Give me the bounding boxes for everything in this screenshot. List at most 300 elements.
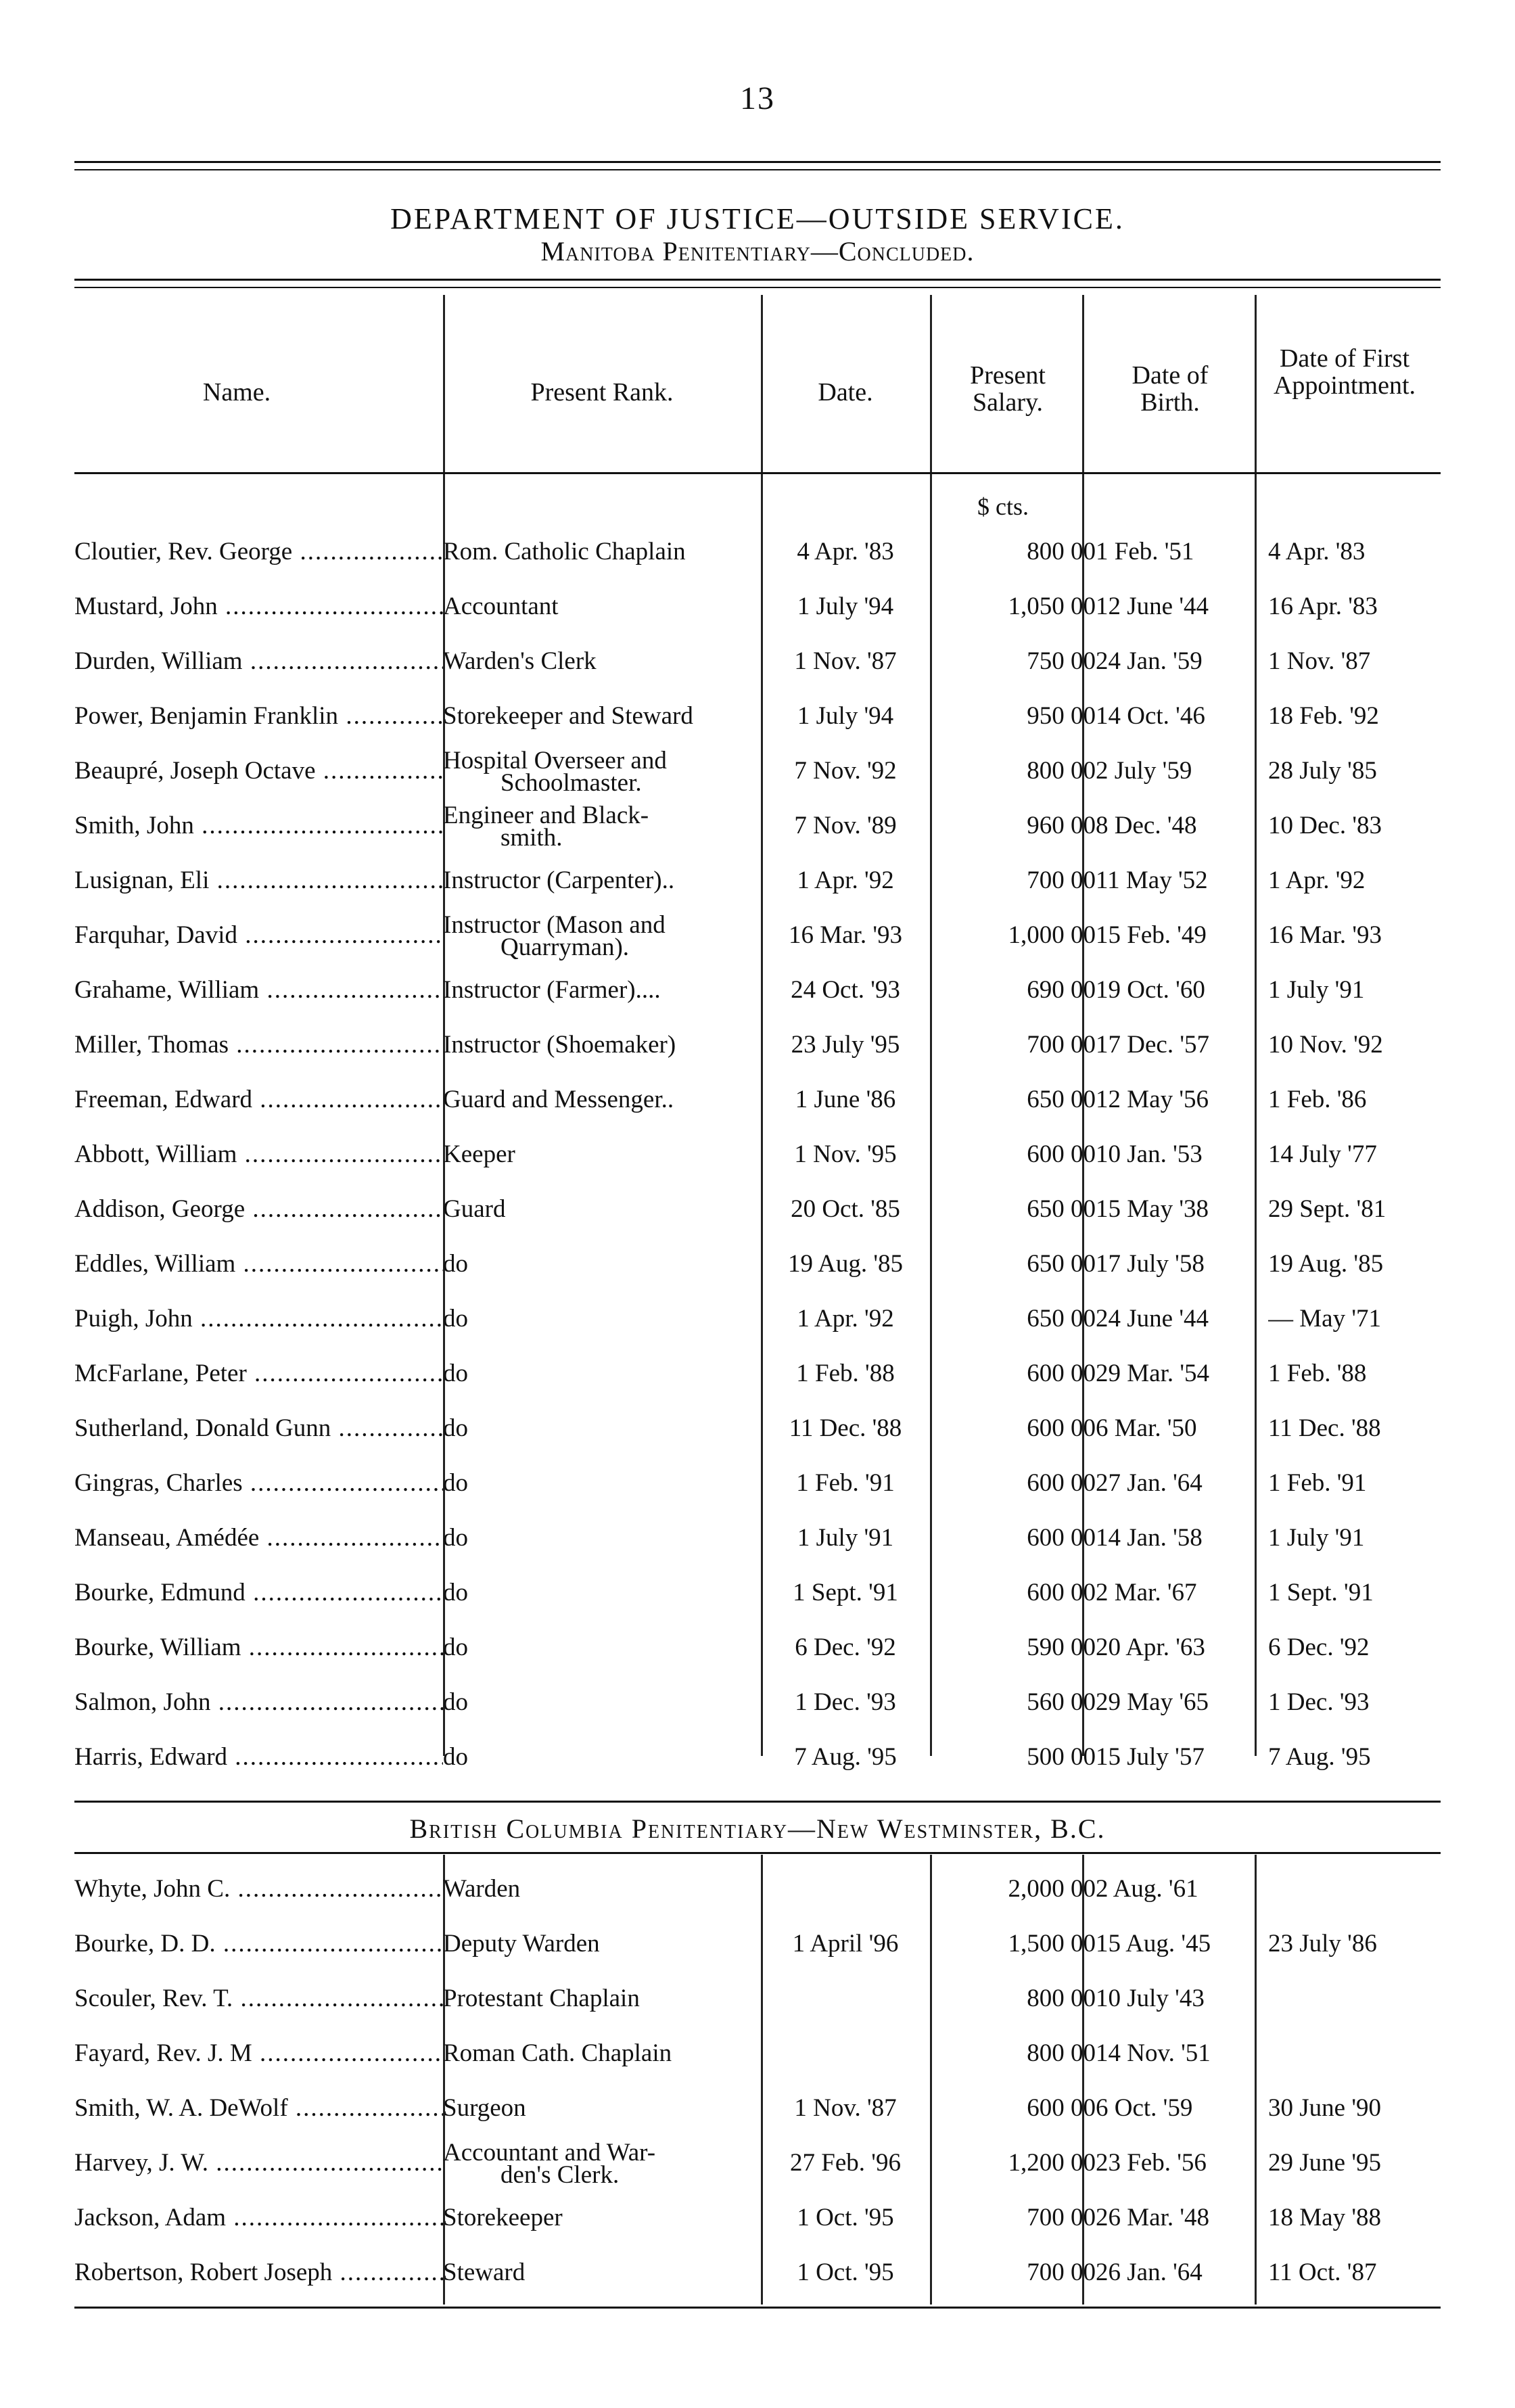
cell-name: [74, 1510, 443, 1565]
cell-name-text: Cloutier, Rev. George .....: [74, 538, 443, 565]
table-row: [74, 1971, 1441, 2026]
cell-name: [74, 1236, 443, 1291]
cell-name-text: Farquhar, David .....: [74, 921, 443, 949]
cell-date: [761, 853, 930, 908]
cell-rank: [443, 1730, 761, 1784]
cell-birth: [1096, 2190, 1268, 2245]
cell-first-appointment-text: 23 July '86: [1268, 1930, 1377, 1958]
cell-name: [74, 1456, 443, 1510]
cell-salary-text: 800 00: [1027, 1985, 1096, 2012]
rank-text: Hospital Overseer and: [443, 746, 667, 774]
table-row: [74, 1675, 1441, 1730]
cell-birth-text: 29 Mar. '54: [1096, 1360, 1210, 1387]
cell-name: [74, 579, 443, 634]
cell-name: [74, 1182, 443, 1236]
cell-first-appointment-text: 11 Dec. '88: [1268, 1414, 1381, 1442]
cell-date-text: 1 April '96: [792, 1930, 899, 1958]
cell-first-appointment-text: 29 Sept. '81: [1268, 1195, 1386, 1223]
cell-name: [74, 798, 443, 853]
table-row: [74, 1072, 1441, 1127]
cell-name: [74, 1072, 443, 1127]
page-title: DEPARTMENT OF JUSTICE—OUTSIDE SERVICE.: [390, 202, 1125, 235]
cell-date: [761, 1236, 930, 1291]
cell-rank: [443, 853, 761, 908]
cell-name: [74, 1346, 443, 1401]
cell-date: [761, 1675, 930, 1730]
cell-first-appointment-text: 11 Oct. '87: [1268, 2259, 1377, 2286]
table-row: [74, 1127, 1441, 1182]
cell-rank: [443, 963, 761, 1017]
cell-birth: [1096, 1401, 1268, 1456]
cell-salary: [930, 853, 1096, 908]
cell-rank: [443, 634, 761, 689]
cell-first-appointment-text: 1 Feb. '88: [1268, 1360, 1367, 1387]
manitoba-table: [74, 524, 1441, 1784]
cell-salary: [930, 2026, 1096, 2081]
cell-birth-text: 15 July '57: [1096, 1743, 1205, 1771]
cell-date-text: 1 Feb. '88: [796, 1360, 895, 1387]
cell-date: [761, 1510, 930, 1565]
cell-date: [761, 1861, 930, 1916]
cell-rank: [443, 1072, 761, 1127]
cell-birth: [1096, 579, 1268, 634]
table-row: [74, 689, 1441, 743]
cell-first-appointment-text: 1 Dec. '93: [1268, 1688, 1370, 1716]
cell-salary: [930, 2081, 1096, 2135]
cell-first-appointment: [1268, 1730, 1441, 1784]
table-row: [74, 1861, 1441, 1916]
cell-birth-text: 26 Jan. '64: [1096, 2259, 1203, 2286]
cell-birth: [1096, 524, 1268, 579]
cell-date: [761, 743, 930, 798]
cell-salary: [930, 2135, 1096, 2190]
cell-first-appointment: [1268, 963, 1441, 1017]
cell-first-appointment-text: 18 May '88: [1268, 2204, 1381, 2231]
cell-date: [761, 2135, 930, 2190]
cell-rank: [443, 743, 761, 798]
cell-name-text: Scouler, Rev. T. .....: [74, 1985, 443, 2012]
cell-birth-text: 12 June '44: [1096, 593, 1209, 620]
table-row: [74, 2026, 1441, 2081]
cell-birth: [1096, 1182, 1268, 1236]
cell-rank: [443, 2026, 761, 2081]
section-title-bc: British Columbia Penitentiary—New Westminster, B.C.: [409, 1813, 1106, 1844]
cell-date: [761, 1291, 930, 1346]
cell-date-text: 1 July '94: [797, 593, 894, 620]
cell-salary: [930, 1675, 1096, 1730]
cell-name-text: Fayard, Rev. J. M .....: [74, 2039, 443, 2067]
cell-first-appointment-text: 10 Nov. '92: [1268, 1031, 1383, 1059]
table-row: [74, 853, 1441, 908]
cell-salary-text: 590 00: [1027, 1634, 1096, 1661]
cell-date: [761, 579, 930, 634]
table-row: [74, 2245, 1441, 2300]
cell-rank: [443, 1017, 761, 1072]
cell-salary: [930, 1456, 1096, 1510]
cell-rank: [443, 1291, 761, 1346]
cell-name: [74, 689, 443, 743]
cell-rank: [443, 1620, 761, 1675]
cell-first-appointment: [1268, 1182, 1441, 1236]
cell-name: [74, 1401, 443, 1456]
bc-table: [74, 1861, 1441, 2300]
cell-name-text: Smith, W. A. DeWolf .....: [74, 2094, 443, 2122]
cell-salary: [930, 1182, 1096, 1236]
cell-name: [74, 2245, 443, 2300]
rank-continuation: den's Clerk.: [500, 2160, 620, 2189]
rank-text: Roman Cath. Chaplain: [443, 2039, 672, 2067]
cell-date: [761, 1346, 930, 1401]
cell-birth: [1096, 1456, 1268, 1510]
cell-salary: [930, 743, 1096, 798]
cell-salary-text: 600 00: [1027, 1360, 1096, 1387]
cell-name: [74, 2026, 443, 2081]
cell-salary: [930, 689, 1096, 743]
cell-first-appointment-text: 1 Apr. '92: [1268, 866, 1366, 894]
cell-birth: [1096, 1861, 1268, 1916]
cell-date-text: 16 Mar. '93: [788, 921, 903, 949]
cell-birth-text: 19 Oct. '60: [1096, 976, 1205, 1004]
page-subtitle: Manitoba Penitentiary—Concluded.: [540, 236, 975, 267]
table-row: [74, 524, 1441, 579]
cell-name-text: Bourke, D. D. .....: [74, 1930, 443, 1958]
cell-first-appointment: [1268, 2190, 1441, 2245]
cell-birth: [1096, 1620, 1268, 1675]
cell-salary-text: 1,200 00: [1008, 2149, 1096, 2177]
cell-name-text: Salmon, John .....: [74, 1688, 443, 1716]
cell-birth-text: 24 Jan. '59: [1096, 647, 1203, 675]
cell-name: [74, 853, 443, 908]
cell-name-text: Bourke, William .....: [74, 1634, 443, 1661]
cell-first-appointment-text: 18 Feb. '92: [1268, 702, 1379, 730]
cell-first-appointment: [1268, 908, 1441, 963]
cell-name-text: Freeman, Edward .....: [74, 1086, 443, 1113]
cell-salary: [930, 1072, 1096, 1127]
rank-text: Guard: [443, 1195, 506, 1223]
cell-name-text: Eddles, William .....: [74, 1250, 443, 1278]
cell-date-text: 1 Oct. '95: [797, 2204, 894, 2231]
cell-salary: [930, 963, 1096, 1017]
cell-name: [74, 2081, 443, 2135]
cell-first-appointment-text: 30 June '90: [1268, 2094, 1381, 2122]
cell-first-appointment: [1268, 1401, 1441, 1456]
cell-name-text: Durden, William .....: [74, 647, 443, 675]
table-row: [74, 1565, 1441, 1620]
cell-date-text: 1 Apr. '92: [797, 1305, 894, 1333]
cell-date: [761, 963, 930, 1017]
cell-salary-text: 800 00: [1027, 757, 1096, 785]
cell-birth-text: 6 Oct. '59: [1096, 2094, 1193, 2122]
cell-salary-text: 800 00: [1027, 538, 1096, 565]
rank-text: Guard and Messenger..: [443, 1085, 674, 1113]
cell-birth: [1096, 634, 1268, 689]
cell-rank: [443, 2245, 761, 2300]
rank-text: do: [443, 1414, 468, 1442]
cell-name: [74, 1971, 443, 2026]
cell-date: [761, 1072, 930, 1127]
table-row: [74, 963, 1441, 1017]
table-row: [74, 1620, 1441, 1675]
cell-birth-text: 10 July '43: [1096, 1985, 1205, 2012]
cell-birth: [1096, 2245, 1268, 2300]
table-row: [74, 1456, 1441, 1510]
cell-date: [761, 2190, 930, 2245]
cell-salary-text: 2,000 00: [1008, 1875, 1096, 1903]
cell-first-appointment: [1268, 634, 1441, 689]
table-row: [74, 1401, 1441, 1456]
section-rule-2: [74, 1852, 1441, 1854]
cell-date: [761, 2026, 930, 2081]
cell-birth: [1096, 2081, 1268, 2135]
cell-name-text: Jackson, Adam .....: [74, 2204, 443, 2231]
header-rank: Present Rank.: [530, 378, 674, 407]
cell-birth: [1096, 1017, 1268, 1072]
cell-salary: [930, 1971, 1096, 2026]
cell-first-appointment-text: 19 Aug. '85: [1268, 1250, 1384, 1278]
cell-date: [761, 1017, 930, 1072]
cell-salary-text: 690 00: [1027, 976, 1096, 1004]
cell-rank: [443, 1401, 761, 1456]
cell-birth-text: 24 June '44: [1096, 1305, 1209, 1333]
cell-first-appointment-text: 1 Sept. '91: [1268, 1579, 1374, 1606]
cell-birth-text: 26 Mar. '48: [1096, 2204, 1210, 2231]
cell-salary-text: 650 00: [1027, 1250, 1096, 1278]
cell-rank: [443, 1861, 761, 1916]
table-row: [74, 908, 1441, 963]
cell-date-text: 1 June '86: [795, 1086, 896, 1113]
cell-salary-text: 650 00: [1027, 1086, 1096, 1113]
cell-name: [74, 1565, 443, 1620]
cell-salary-text: 1,000 00: [1008, 921, 1096, 949]
cell-birth-text: 15 Feb. '49: [1096, 921, 1207, 949]
cell-birth: [1096, 1291, 1268, 1346]
cell-name: [74, 2135, 443, 2190]
cell-birth: [1096, 1971, 1268, 2026]
cell-birth: [1096, 1072, 1268, 1127]
cell-name: [74, 524, 443, 579]
cell-salary: [930, 908, 1096, 963]
cell-first-appointment: [1268, 1675, 1441, 1730]
cell-salary-text: 950 00: [1027, 702, 1096, 730]
cell-salary: [930, 1510, 1096, 1565]
cell-name: [74, 1730, 443, 1784]
cell-rank: [443, 2190, 761, 2245]
table-row: [74, 1510, 1441, 1565]
rank-text: Storekeeper and Steward: [443, 701, 693, 730]
cell-salary: [930, 2190, 1096, 2245]
cell-salary: [930, 1620, 1096, 1675]
cell-birth-text: 20 Apr. '63: [1096, 1634, 1205, 1661]
header-date: Date.: [818, 378, 873, 407]
rank-text: Instructor (Shoemaker): [443, 1030, 676, 1059]
bottom-rule: [74, 2307, 1441, 2309]
cell-name: [74, 1675, 443, 1730]
cell-salary: [930, 634, 1096, 689]
cell-name-text: Harvey, J. W. .....: [74, 2149, 443, 2177]
rank-text: Surgeon: [443, 2093, 526, 2122]
cell-birth-text: 17 July '58: [1096, 1250, 1205, 1278]
cell-name-text: McFarlane, Peter .....: [74, 1360, 443, 1387]
cell-name: [74, 1861, 443, 1916]
header-salary: Present Salary.: [970, 361, 1046, 417]
cell-date-text: 7 Nov. '92: [794, 757, 897, 785]
cell-first-appointment-text: 4 Apr. '83: [1268, 538, 1366, 565]
table-row: [74, 1182, 1441, 1236]
cell-name: [74, 1017, 443, 1072]
cell-first-appointment-text: 28 July '85: [1268, 757, 1377, 785]
cell-date-text: 24 Oct. '93: [791, 976, 900, 1004]
cell-salary-text: 600 00: [1027, 1524, 1096, 1552]
cell-first-appointment-text: 1 July '91: [1268, 1524, 1365, 1552]
cell-birth-text: 1 Feb. '51: [1096, 538, 1194, 565]
table-row: [74, 2190, 1441, 2245]
cell-date: [761, 1916, 930, 1971]
cell-date-text: 19 Aug. '85: [787, 1250, 904, 1278]
cell-birth: [1096, 908, 1268, 963]
top-rule-2: [74, 169, 1441, 170]
cell-birth: [1096, 2026, 1268, 2081]
cell-rank: [443, 1182, 761, 1236]
cell-first-appointment-text: 10 Dec. '83: [1268, 812, 1382, 839]
rank-text: Accountant and War-: [443, 2138, 656, 2167]
cell-first-appointment-text: 1 July '91: [1268, 976, 1365, 1004]
table-row: [74, 1346, 1441, 1401]
table-row: [74, 634, 1441, 689]
cell-salary: [930, 1127, 1096, 1182]
cell-rank: [443, 2135, 761, 2190]
cell-date: [761, 1401, 930, 1456]
cell-name-text: Manseau, Amédée .....: [74, 1524, 443, 1552]
cell-first-appointment: [1268, 579, 1441, 634]
rank-text: do: [443, 1523, 468, 1552]
cell-rank: [443, 798, 761, 853]
cell-birth: [1096, 853, 1268, 908]
header-first-appointment: Date of First Appointment.: [1273, 344, 1416, 400]
cell-salary: [930, 1730, 1096, 1784]
cell-rank: [443, 689, 761, 743]
cell-first-appointment: [1268, 1916, 1441, 1971]
rank-text: do: [443, 1468, 468, 1497]
rank-text: Engineer and Black-: [443, 801, 649, 829]
cell-birth: [1096, 798, 1268, 853]
cell-date: [761, 1182, 930, 1236]
cell-salary-text: 600 00: [1027, 1579, 1096, 1606]
cell-first-appointment: [1268, 1565, 1441, 1620]
cell-first-appointment: [1268, 2026, 1441, 2081]
rank-text: Keeper: [443, 1140, 515, 1168]
cell-rank: [443, 1971, 761, 2026]
cell-name: [74, 634, 443, 689]
table-row: [74, 1236, 1441, 1291]
cell-date-text: 1 Dec. '93: [795, 1688, 896, 1716]
cell-birth-text: 15 May '38: [1096, 1195, 1209, 1223]
cell-date-text: 1 Nov. '95: [794, 1140, 897, 1168]
cell-salary-text: 700 00: [1027, 2259, 1096, 2286]
rank-text: Protestant Chaplain: [443, 1984, 640, 2012]
cell-birth-text: 29 May '65: [1096, 1688, 1209, 1716]
cell-birth: [1096, 2135, 1268, 2190]
cell-salary: [930, 1291, 1096, 1346]
cell-first-appointment: [1268, 1456, 1441, 1510]
cell-name-text: Gingras, Charles .....: [74, 1469, 443, 1497]
cell-date: [761, 524, 930, 579]
cell-first-appointment: [1268, 524, 1441, 579]
cell-date-text: 11 Dec. '88: [789, 1414, 902, 1442]
cell-birth-text: 2 Aug. '61: [1096, 1875, 1198, 1903]
cell-date-text: 7 Nov. '89: [794, 812, 897, 839]
cell-salary-text: 600 00: [1027, 1414, 1096, 1442]
cell-birth: [1096, 1510, 1268, 1565]
header-top-rule: [74, 279, 1441, 281]
cell-salary-text: 560 00: [1027, 1688, 1096, 1716]
cell-name: [74, 1620, 443, 1675]
cell-birth: [1096, 963, 1268, 1017]
cell-date: [761, 908, 930, 963]
cell-salary-text: 650 00: [1027, 1195, 1096, 1223]
rank-text: do: [443, 1249, 468, 1278]
rank-text: Steward: [443, 2258, 526, 2286]
header-birth: Date of Birth.: [1132, 361, 1209, 417]
cell-name: [74, 1916, 443, 1971]
cell-first-appointment: [1268, 798, 1441, 853]
cell-first-appointment: [1268, 1072, 1441, 1127]
cell-birth: [1096, 1730, 1268, 1784]
cell-salary-text: 600 00: [1027, 1140, 1096, 1168]
cell-birth: [1096, 1916, 1268, 1971]
cell-salary: [930, 1236, 1096, 1291]
cell-salary: [930, 524, 1096, 579]
cell-name-text: Addison, George .....: [74, 1195, 443, 1223]
rank-text: do: [443, 1304, 468, 1333]
cell-birth-text: 27 Jan. '64: [1096, 1469, 1203, 1497]
table-row: [74, 1730, 1441, 1784]
rank-text: Storekeeper: [443, 2203, 563, 2231]
cell-date: [761, 689, 930, 743]
cell-birth-text: 12 May '56: [1096, 1086, 1209, 1113]
cell-birth-text: 23 Feb. '56: [1096, 2149, 1207, 2177]
cell-birth-text: 14 Jan. '58: [1096, 1524, 1203, 1552]
header-name: Name.: [202, 378, 271, 407]
cell-date-text: 1 Nov. '87: [794, 647, 897, 675]
cell-birth: [1096, 1127, 1268, 1182]
cell-first-appointment: [1268, 853, 1441, 908]
cell-name-text: Miller, Thomas .....: [74, 1031, 443, 1059]
cell-salary-text: 750 00: [1027, 647, 1096, 675]
table-row: [74, 743, 1441, 798]
rank-text: do: [443, 1633, 468, 1661]
cell-salary: [930, 1346, 1096, 1401]
cell-rank: [443, 1565, 761, 1620]
cell-rank: [443, 579, 761, 634]
cell-name: [74, 963, 443, 1017]
cell-first-appointment: [1268, 1236, 1441, 1291]
cell-date-text: 1 Apr. '92: [797, 866, 894, 894]
cell-salary-text: 1,050 00: [1008, 593, 1096, 620]
cell-date: [761, 1730, 930, 1784]
rank-text: do: [443, 1688, 468, 1716]
cell-salary: [930, 1916, 1096, 1971]
cell-salary-text: 700 00: [1027, 2204, 1096, 2231]
cell-first-appointment: [1268, 1017, 1441, 1072]
rank-text: Warden's Clerk: [443, 647, 597, 675]
rank-text: do: [443, 1578, 468, 1606]
cell-name-text: Sutherland, Donald Gunn .....: [74, 1414, 443, 1442]
cell-first-appointment-text: 6 Dec. '92: [1268, 1634, 1370, 1661]
cell-salary: [930, 1861, 1096, 1916]
cell-birth: [1096, 1675, 1268, 1730]
cell-first-appointment-text: 7 Aug. '95: [1268, 1743, 1371, 1771]
cell-birth: [1096, 1346, 1268, 1401]
